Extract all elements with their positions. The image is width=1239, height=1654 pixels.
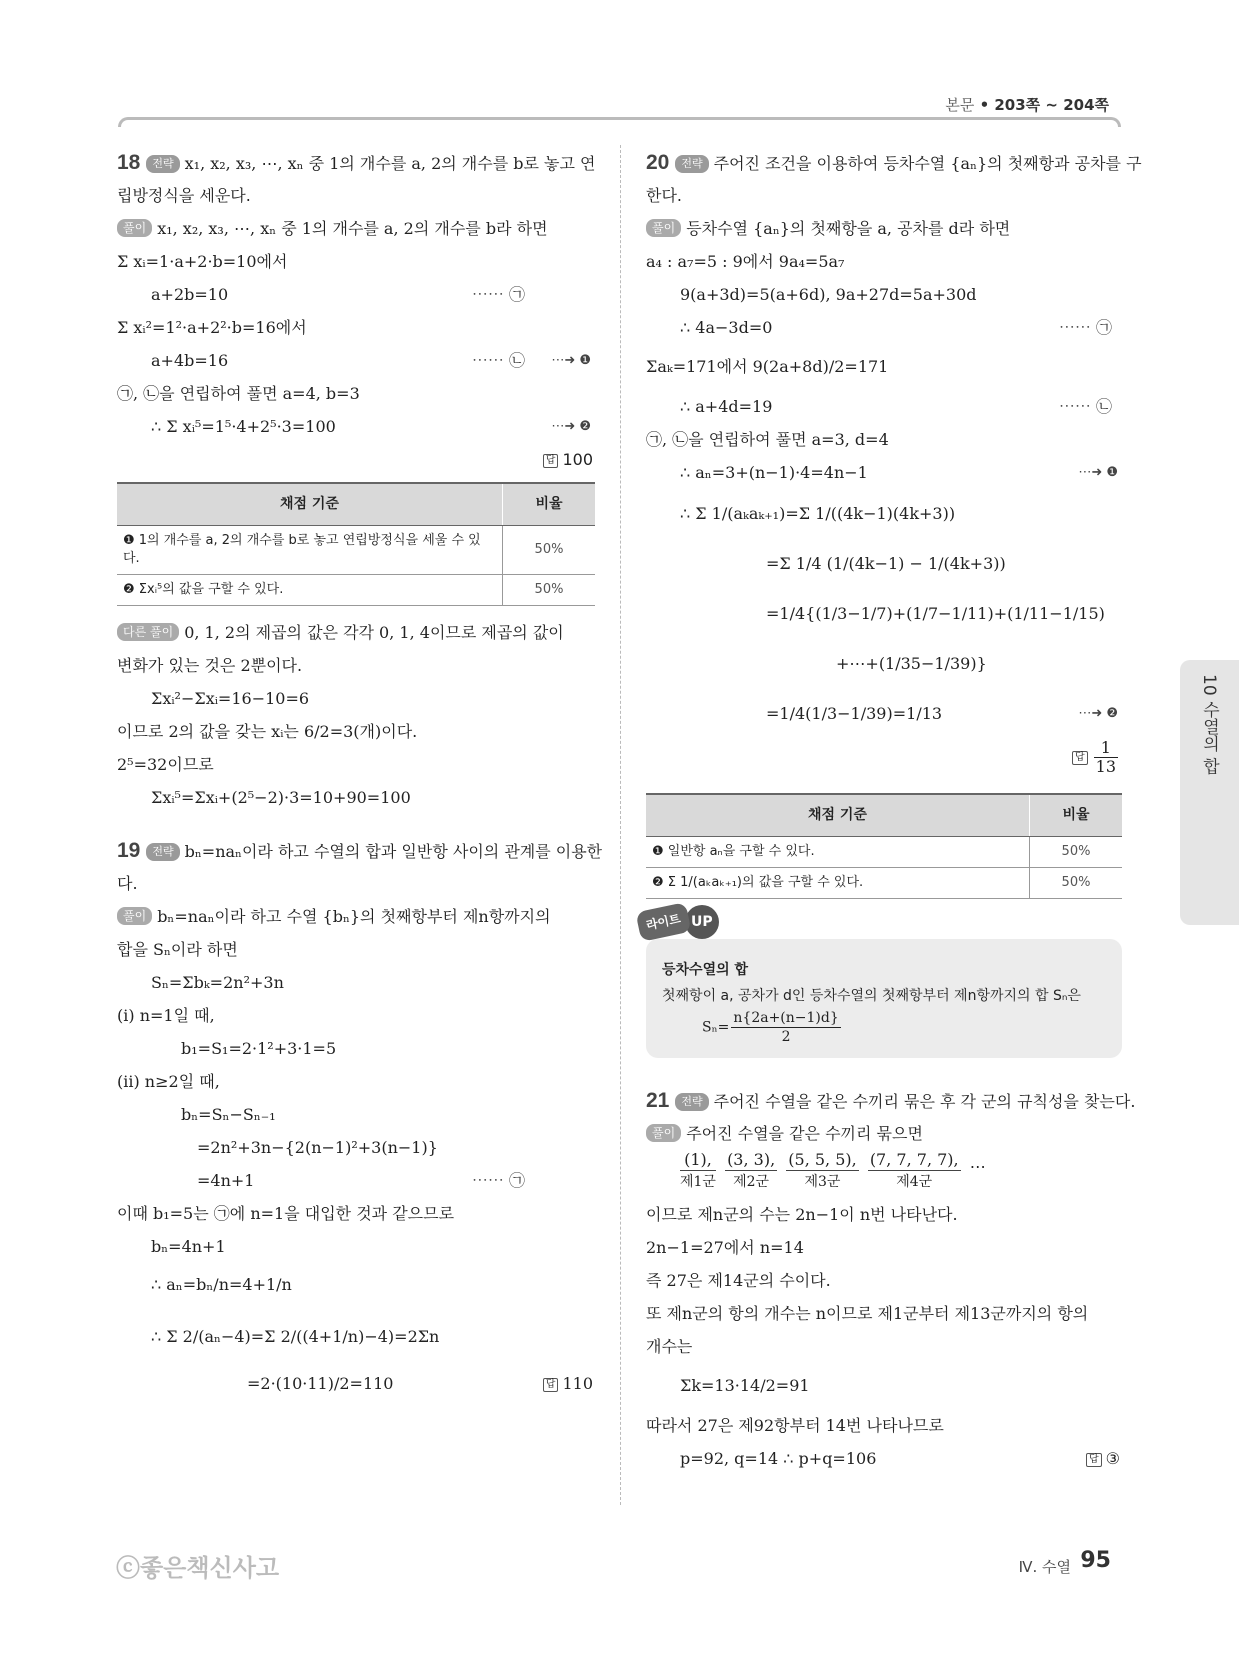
- tip-box: [644, 911, 1122, 1058]
- score-mark: ⋯➜ ❷: [551, 419, 591, 434]
- side-tab-label: 10 수열의 합: [1199, 674, 1219, 775]
- page-number: 95: [1080, 1548, 1111, 1573]
- p19-sol-1: 합을 Sₙ이라 하면: [117, 940, 238, 959]
- group-item: (5, 5, 5), 제3군: [788, 1150, 857, 1190]
- table-row: ❷ Σ 1/(aₖaₖ₊₁)의 값을 구할 수 있다. 50%: [646, 868, 1122, 899]
- p21-sol-3: 또 제n군의 항의 개수는 n이므로 제1군부터 제13군까지의 항의: [646, 1304, 1089, 1323]
- p21-sol-1: 2n−1=27에서 n=14: [646, 1238, 804, 1257]
- p19-sol-8: =4n+1 ⋯⋯ ㉠: [117, 1164, 595, 1197]
- ref-mark: ⋯⋯ ㉠: [471, 285, 525, 304]
- problem-number: 18: [117, 151, 141, 174]
- solution-badge: 풀이: [117, 219, 152, 237]
- p19-strategy-cont: 다.: [117, 874, 138, 893]
- p19-sol-0: 풀이 bₙ=naₙ이라 하고 수열 {bₙ}의 첫째항부터 제n항까지의: [117, 900, 595, 933]
- p20-answer: [646, 739, 1122, 787]
- p18-alt-4: 2⁵=32이므로: [117, 755, 214, 774]
- footer-chapter: Ⅳ. 수열: [1018, 1558, 1071, 1576]
- ref-mark: ⋯⋯ ㉡: [471, 351, 525, 370]
- p19-sol-7: =2n²+3n−{2(n−1)²+3(n−1)}: [197, 1138, 438, 1157]
- p19-sol-3: (ⅰ) n=1일 때,: [117, 1006, 215, 1025]
- p18-alt-1: 변화가 있는 것은 2뿐이다.: [117, 656, 303, 675]
- p19-answer: 답 110: [543, 1367, 593, 1400]
- answer-icon: 답: [1072, 751, 1088, 765]
- p19-sol-5: (ⅱ) n≥2일 때,: [117, 1072, 220, 1091]
- table-header: 채점 기준: [117, 483, 503, 526]
- alt-solution-badge: 다른 풀이: [117, 623, 179, 641]
- p18-sol-4: a+4b=16 ⋯⋯ ㉡ ⋯➜ ❶: [117, 344, 595, 377]
- table-row: ❷ Σxᵢ⁵의 값을 구할 수 있다. 50%: [117, 575, 595, 606]
- p20-sol-3: ∴ 4a−3d=0 ⋯⋯ ㉠: [646, 311, 1122, 344]
- p20-sol-12: =1/4(1/3−1/39)=1/13 ⋯➜ ❷: [646, 689, 1122, 739]
- right-column: [644, 146, 1142, 1475]
- p19-sol-10: bₙ=4n+1: [151, 1237, 226, 1256]
- p21-strategy: 21 전략 주어진 수열을 같은 수끼리 묶은 후 각 군의 규칙성을 찾는다.: [646, 1089, 1136, 1112]
- group-item: (1), 제1군: [680, 1150, 716, 1190]
- p19-sol-11: ∴ aₙ=bₙ/n=4+1/n: [151, 1275, 292, 1294]
- p20-sol-10: =1/4{(1/3−1/7)+(1/7−1/11)+(1/11−1/15): [766, 604, 1105, 623]
- p19-strategy: 19 전략 bₙ=naₙ이라 하고 수열의 합과 일반항 사이의 관계를 이용한: [117, 839, 603, 862]
- p18-sol-6: ∴ Σ xᵢ⁵=1⁵·4+2⁵·3=100 ⋯➜ ❷: [117, 410, 595, 443]
- p20-sol-4: Σaₖ=171에서 9(2a+8d)/2=171: [646, 357, 889, 376]
- p18-strategy-cont: 립방정식을 세운다.: [117, 186, 251, 205]
- group-item: (3, 3), 제2군: [727, 1150, 776, 1190]
- p18-sol-2: a+2b=10 ⋯⋯ ㉠: [117, 278, 595, 311]
- p18-sol-0: 풀이 x₁, x₂, x₃, ⋯, xₙ 중 1의 개수를 a, 2의 개수를 b라 하면: [117, 212, 595, 245]
- answer-fraction: $\frac{1}{13}$: [1095, 738, 1116, 776]
- strategy-badge: 전략: [675, 1093, 708, 1111]
- p21-sol-4: 개수는: [646, 1337, 693, 1356]
- publisher-logo: ⓒ좋은책신사고: [116, 1554, 280, 1582]
- p20-sol-2: 9(a+3d)=5(a+6d), 9a+27d=5a+30d: [680, 285, 977, 304]
- p18-alt-3: 이므로 2의 값을 갖는 xᵢ는 6/2=3(개)이다.: [117, 722, 418, 741]
- table-header: 채점 기준: [646, 794, 1030, 837]
- chapter-side-tab: [1180, 660, 1239, 925]
- p18-score-table: [117, 482, 595, 606]
- p19-sol-2: Sₙ=Σbₖ=2n²+3n: [151, 973, 284, 992]
- answer-icon: 답: [543, 454, 559, 468]
- tip-title: 등차수열의 합: [662, 962, 749, 978]
- header-rule: [118, 117, 1121, 127]
- p19-sol-13: =2·(10·11)/2=110 답 110: [117, 1367, 595, 1400]
- group-item: (7, 7, 7, 7), 제4군: [869, 1150, 959, 1190]
- p18-alt-5: Σxᵢ⁵=Σxᵢ+(2⁵−2)·3=10+90=100: [151, 788, 411, 807]
- p19-sol-4: b₁=S₁=2·1²+3·1=5: [181, 1039, 337, 1058]
- left-column: [117, 146, 603, 1400]
- p20-sol-1: a₄ : a₇=5 : 9에서 9a₄=5a₇: [646, 252, 845, 271]
- p21-answer: 답 ③: [1086, 1442, 1120, 1475]
- p20-sol-7: ∴ aₙ=3+(n−1)·4=4n−1 ⋯➜ ❶: [646, 456, 1122, 489]
- problem-number: 19: [117, 839, 141, 862]
- p19-sol-6: bₙ=Sₙ−Sₙ₋₁: [181, 1105, 276, 1124]
- p20-sol-9: =Σ 1/4 (1/(4k−1) − 1/(4k+3)): [766, 554, 1006, 573]
- p21-groups: [646, 1150, 1122, 1198]
- problem-number: 20: [646, 151, 670, 174]
- p21-sol-0: 이므로 제n군의 수는 2n−1이 n번 나타난다.: [646, 1205, 958, 1224]
- p18-answer: 답 100: [117, 443, 595, 476]
- p18-sol-5: ㉠, ㉡을 연립하여 풀면 a=4, b=3: [117, 384, 360, 403]
- p18-strategy: 18 전략 x₁, x₂, x₃, ⋯, xₙ 중 1의 개수를 a, 2의 개수를 b로 놓고 연: [117, 151, 596, 174]
- score-mark: ⋯➜ ❶: [551, 353, 591, 368]
- table-row: ❶ 1의 개수를 a, 2의 개수를 b로 놓고 연립방정식을 세울 수 있다. 50%: [117, 526, 595, 575]
- answer-icon: 답: [543, 1378, 559, 1392]
- ref-mark: ⋯⋯ ㉠: [1058, 318, 1112, 337]
- tip-text: 첫째항이 a, 공차가 d인 등차수열의 첫째항부터 제n항까지의 합 Sₙ은: [662, 988, 1081, 1004]
- p19-sol-9: 이때 b₁=5는 ㉠에 n=1을 대입한 것과 같으므로: [117, 1204, 455, 1223]
- p21-sol-5: Σk=13·14/2=91: [680, 1376, 810, 1395]
- p18-alt-0: 다른 풀이 0, 1, 2의 제곱의 값은 각각 0, 1, 4이므로 제곱의 값이: [117, 616, 595, 649]
- strategy-badge: 전략: [675, 155, 708, 173]
- p21-sol-7: p=92, q=14 ∴ p+q=106 답 ③: [646, 1442, 1122, 1475]
- p21-sol-2: 즉 27은 제14군의 수이다.: [646, 1271, 831, 1290]
- tip-formula: Sₙ= $\frac{n\{2a+(n-1)d\}}{2}$: [702, 1010, 839, 1045]
- p21-sol-6: 따라서 27은 제92항부터 14번 나타나므로: [646, 1416, 944, 1435]
- p18-sol-3: Σ xᵢ²=1²·a+2²·b=16에서: [117, 318, 307, 337]
- problem-number: 21: [646, 1089, 670, 1112]
- table-row: ❶ 일반항 aₙ을 구할 수 있다. 50%: [646, 837, 1122, 868]
- strategy-badge: 전략: [146, 843, 179, 861]
- p21-sol-intro: 풀이 주어진 수열을 같은 수끼리 묶으면: [646, 1117, 1122, 1150]
- tip-label: 라이트 UP: [638, 905, 719, 939]
- header-section: 본문: [945, 96, 975, 114]
- p20-sol-6: ㉠, ㉡을 연립하여 풀면 a=3, d=4: [646, 430, 889, 449]
- solution-badge: 풀이: [646, 1124, 681, 1142]
- p18-alt-2: Σxᵢ²−Σxᵢ=16−10=6: [151, 689, 310, 708]
- p18-sol-1: Σ xᵢ=1·a+2·b=10에서: [117, 252, 288, 271]
- p20-sol-11: +⋯+(1/35−1/39)}: [836, 654, 987, 673]
- p20-strategy: 20 전략 주어진 조건을 이용하여 등차수열 {aₙ}의 첫째항과 공차를 구: [646, 151, 1142, 174]
- ref-mark: ⋯⋯ ㉠: [471, 1171, 525, 1190]
- table-header: 비율: [1030, 794, 1123, 837]
- p20-score-table: [646, 793, 1122, 899]
- p20-sol-0: 풀이 등차수열 {aₙ}의 첫째항을 a, 공차를 d라 하면: [646, 212, 1122, 245]
- answer-icon: 답: [1086, 1453, 1102, 1467]
- p19-sol-12: ∴ Σ 2/(aₙ−4)=Σ 2/((4+1/n)−4)=2Σn: [151, 1327, 440, 1346]
- solution-badge: 풀이: [646, 219, 681, 237]
- p20-sol-8: ∴ Σ 1/(aₖaₖ₊₁)=Σ 1/((4k−1)(4k+3)): [680, 504, 956, 523]
- header-pages: 203쪽 ~ 204쪽: [994, 96, 1109, 114]
- score-mark: ⋯➜ ❷: [1078, 706, 1118, 721]
- groups-ellipsis: ⋯: [969, 1157, 986, 1176]
- page-header: [945, 94, 1109, 115]
- table-header: 비율: [503, 483, 596, 526]
- column-divider: [620, 145, 621, 1505]
- solution-badge: 풀이: [117, 907, 152, 925]
- strategy-badge: 전략: [146, 155, 179, 173]
- score-mark: ⋯➜ ❶: [1078, 465, 1118, 480]
- p20-sol-5: ∴ a+4d=19 ⋯⋯ ㉡: [646, 390, 1122, 423]
- ref-mark: ⋯⋯ ㉡: [1058, 397, 1112, 416]
- header-bullet: •: [979, 96, 995, 114]
- p20-strategy-cont: 한다.: [646, 186, 682, 205]
